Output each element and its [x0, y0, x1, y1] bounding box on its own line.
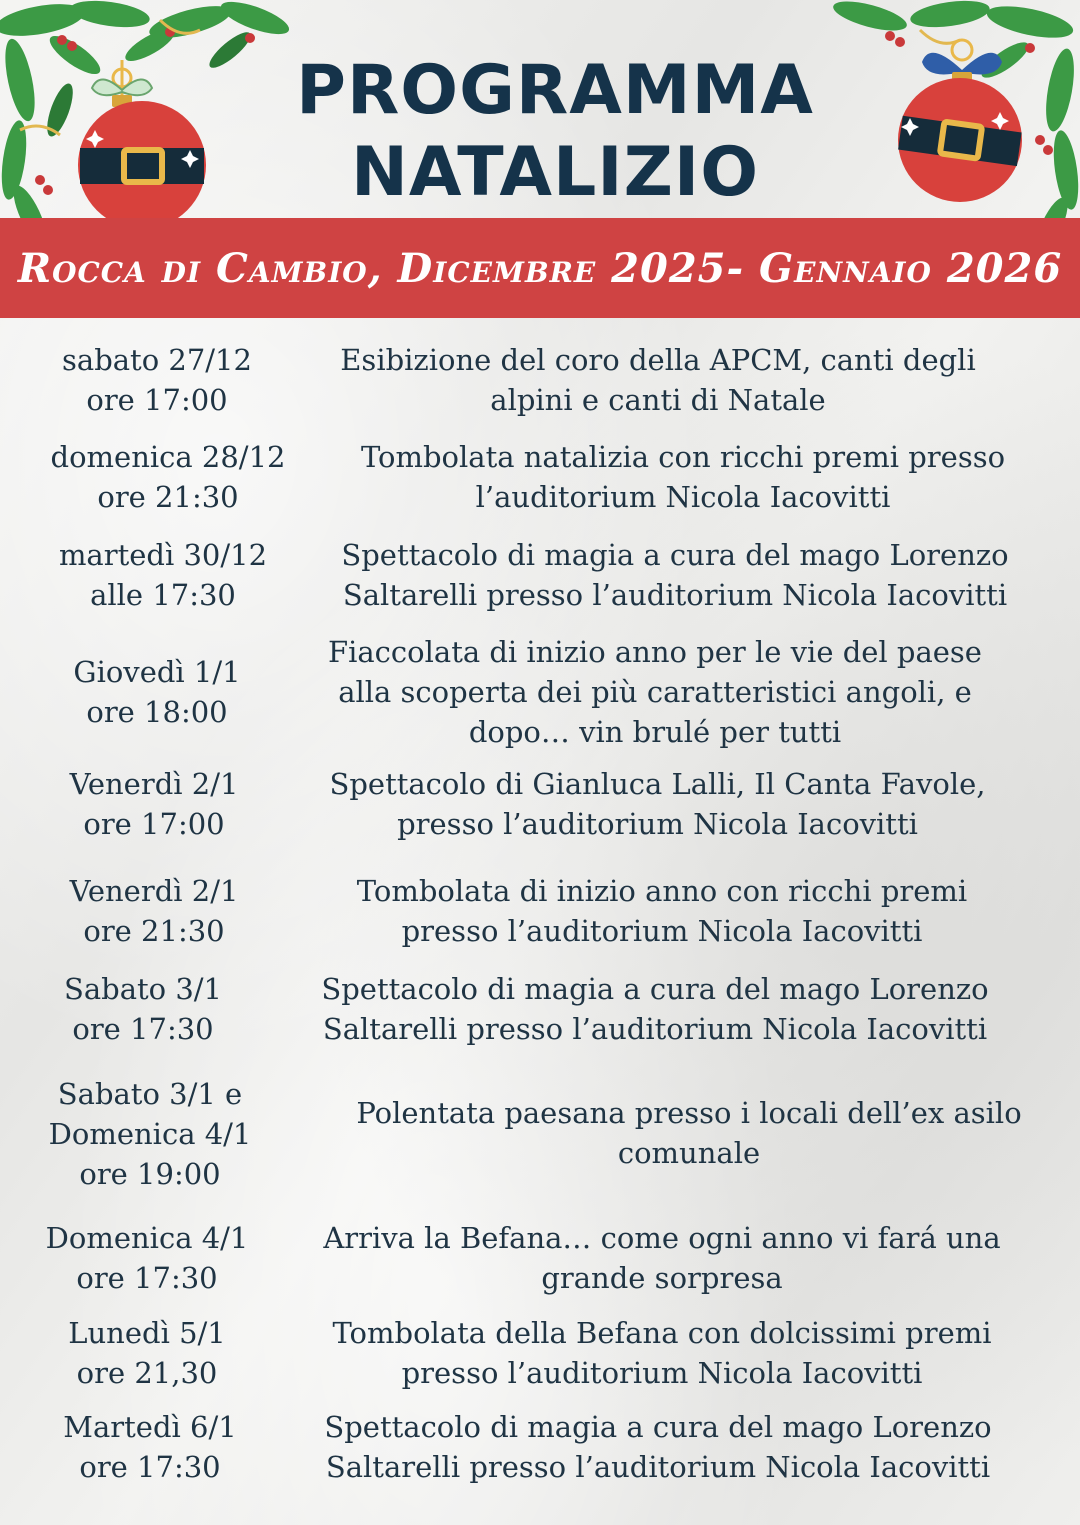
event-description: Spettacolo di Gianluca Lalli, Il Canta Favole, presso l’auditorium Nicola Iacovitti — [329, 767, 986, 841]
event-description: Spettacolo di magia a cura del mago Lorenzo Saltarelli presso l’auditorium Nicola Iacovitti — [341, 538, 1009, 612]
subtitle-banner — [0, 218, 1080, 318]
event-description: Spettacolo di magia a cura del mago Lorenzo Saltarelli presso l’auditorium Nicola Iacovitti — [321, 972, 989, 1046]
page-title-line1: PROGRAMMA — [296, 51, 814, 130]
event-description: Fiaccolata di inizio anno per le vie del paese alla scoperta dei più caratteristici angoli, e dopo… vin brulé per tutti — [328, 635, 982, 749]
event-description: Esibizione del coro della APCM, canti degli alpini e canti di Natale — [340, 343, 976, 417]
event-date: Giovedì 1/1 ore 18:00 — [73, 655, 241, 729]
event-description: Tombolata della Befana con dolcissimi premi presso l’auditorium Nicola Iacovitti — [332, 1316, 992, 1390]
event-date: Sabato 3/1 ore 17:30 — [63, 972, 222, 1046]
event-date: sabato 27/12 ore 17:00 — [62, 343, 252, 417]
event-date: martedì 30/12 alle 17:30 — [58, 538, 268, 612]
event-date: Venerdì 2/1 ore 21:30 — [69, 874, 239, 948]
subtitle: Rocca di Cambio, Dicembre 2025- Gennaio 2026 — [17, 244, 1063, 292]
event-description: Spettacolo di magia a cura del mago Lorenzo Saltarelli presso l’auditorium Nicola Iacovitti — [324, 1410, 992, 1484]
event-date: Martedì 6/1 ore 17:30 — [63, 1410, 237, 1484]
event-date: Venerdì 2/1 ore 17:00 — [69, 767, 239, 841]
event-description: Tombolata di inizio anno con ricchi premi presso l’auditorium Nicola Iacovitti — [356, 874, 968, 948]
event-description: Arriva la Befana… come ogni anno vi fará una grande sorpresa — [323, 1221, 1001, 1295]
event-description: Polentata paesana presso i locali dell’ex asilo comunale — [356, 1096, 1022, 1170]
event-date: domenica 28/12 ore 21:30 — [50, 440, 286, 514]
event-date: Domenica 4/1 ore 17:30 — [45, 1221, 249, 1295]
event-description: Tombolata natalizia con ricchi premi presso l’auditorium Nicola Iacovitti — [360, 440, 1006, 514]
page-title-line2: NATALIZIO — [350, 133, 760, 212]
event-date: Sabato 3/1 e Domenica 4/1 ore 19:00 — [48, 1077, 252, 1191]
event-date: Lunedì 5/1 ore 21,30 — [68, 1316, 226, 1390]
